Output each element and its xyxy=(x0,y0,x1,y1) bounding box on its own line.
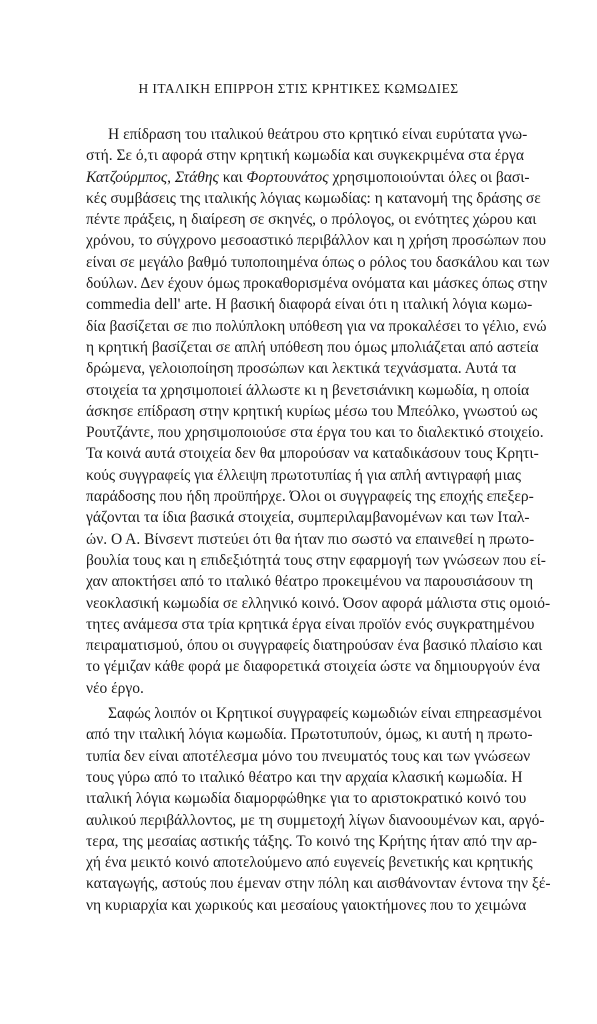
text-line: το γέμιζαν κάθε φορά με διαφορετικά στοιχεία ώστε να δημιουργούν ένα xyxy=(86,658,540,676)
text-line: ών. Ο Α. Βίνσεντ πιστεύει ότι θα ήταν πιο σωστό να επαινεθεί η πρωτο- xyxy=(86,530,535,548)
text-line: τους γύρω από το ιταλικό θέατρο και την αρχαία κλασική κωμωδία. Η xyxy=(86,768,523,786)
text-line: από την ιταλική λόγια κωμωδία. Πρωτοτυπούν, όμως, κι αυτή η πρωτο- xyxy=(86,726,533,744)
text-line: πειραματισμού, όπου οι συγγραφείς διατηρούσαν ένα βασικό πλαίσιο και xyxy=(86,637,543,655)
body-text xyxy=(86,124,551,916)
text-line: νη κυριαρχία και χωρικούς και μεσαίους γαιοκτήμονες που το χειμώνα xyxy=(86,896,527,914)
text-line: τυπία δεν είναι αποτέλεσμα μόνο του πνευματός τους και των γνώσεων xyxy=(86,747,531,765)
text-line: στή. Σε ό,τι αφορά στην κρητική κωμωδία και συγκεκριμένα στα έργα xyxy=(86,147,524,165)
text-line: αυλικού περιβάλλοντος, με τη συμμετοχή λίγων διανοουμένων και, αργό- xyxy=(86,811,545,829)
text-line: δούλων. Δεν έχουν όμως προκαθορισμένα ονόματα και μάσκες όπως στην xyxy=(86,275,548,293)
text-line: δία βασίζεται σε πιο πολύπλοκη υπόθεση για να προκαλέσει το γέλιο, ενώ xyxy=(86,317,547,335)
comedy-title: Φορτουνάτος xyxy=(246,168,329,186)
text-line: νέο έργο. xyxy=(86,679,144,697)
paragraph xyxy=(86,124,551,699)
comedy-title: Στάθης xyxy=(174,168,219,186)
text-line: βουλία τους και η επιδεξιότητά τους στην εφαρμογή των γνώσεων που εί- xyxy=(86,551,546,569)
text-line: Τα κοινά αυτά στοιχεία δεν θα μπορούσαν να καταδικάσουν τους Κρητι- xyxy=(86,445,539,463)
text-line: καταγωγής, αστούς που έμεναν στην πόλη και αισθάνονταν έντονα την ξέ- xyxy=(86,875,551,893)
text-line: χρόνου, το σύγχρονο μεσοαστικό περιβάλλον και η χρήση προσώπων που xyxy=(86,232,546,250)
text-line: κές συμβάσεις της ιταλικής λόγιας κωμωδίας: η κατανομή της δράσης σε xyxy=(86,189,541,207)
text-line: κούς συγγραφείς για έλλειψη πρωτοτυπίας ή για απλή αντιγραφή μιας xyxy=(86,466,522,484)
text-line: παράδοσης που ήδη προϋπήρχε. Όλοι οι συγγραφείς της εποχής επεξερ- xyxy=(86,488,534,506)
text-line: γάζονται τα ίδια βασικά στοιχεία, συμπεριλαμβανομένων και των Ιταλ- xyxy=(86,509,530,527)
text-line: Ρουτζάντε, που χρησιμοποιούσε στα έργα του και το διαλεκτικό στοιχείο. xyxy=(86,424,544,442)
text-line: η κρητική βασίζεται σε απλή υπόθεση που όμως μπολιάζεται από αστεία xyxy=(86,338,539,356)
text-line: χή ένα μεικτό κοινό αποτελούμενο από ευγενείς βενετικής και κρητικής xyxy=(86,854,533,872)
text-line: νεοκλασική κωμωδία σε ελληνικό κοινό. Όσον αφορά μάλιστα στις ομοιό- xyxy=(86,594,551,612)
text-line: δρώμενα, γελοιοποίηση προσώπων και λεκτικά τεχνάσματα. Αυτά τα xyxy=(86,360,517,378)
text-line: Η επίδραση του ιταλικού θεάτρου στο κρητικό είναι ευρύτατα γνω- xyxy=(108,126,528,143)
text-line: άσκησε επίδραση στην κρητική κυρίως μέσω του Μπεόλκο, γνωστού ως xyxy=(86,402,538,420)
text-line: ιταλική λόγια κωμωδία διαμορφώθηκε για το αριστοκρατικό κοινό του xyxy=(86,790,527,808)
text-line: Κατζούρμπος, Στάθης και Φορτουνάτος χρησιμοποιούνται όλες οι βασι- xyxy=(86,168,530,186)
text-line: commedia dell' arte. Η βασική διαφορά είναι ότι η ιταλική λόγια κωμω- xyxy=(86,296,533,314)
text-line: τητες ανάμεσα στα τρία κρητικά έργα είναι προϊόν ενός συγκρατημένου xyxy=(86,615,535,633)
running-header: Η ΙΤΑΛΙΚΗ ΕΠΙΡΡΟΗ ΣΤΙΣ ΚΡΗΤΙΚΕΣ ΚΩΜΩΔΙΕΣ xyxy=(138,81,459,96)
text-line: Σαφώς λοιπόν οι Κρητικοί συγγραφείς κωμωδιών είναι επηρεασμένοι xyxy=(108,705,542,723)
text-line: είναι σε μεγάλο βαθμό τυποποιημένα όπως ο ρόλος του δασκάλου και των xyxy=(86,253,550,271)
comedy-title: Κατζούρμπος xyxy=(86,168,168,186)
text-line: χαν αποκτήσει από το ιταλικό θέατρο προκειμένου να παρουσιάσουν τη xyxy=(86,573,534,591)
text-line: πέντε πράξεις, η διαίρεση σε σκηνές, ο πρόλογος, οι ενότητες χώρου και xyxy=(86,211,537,229)
text-line: τερα, της μεσαίας αστικής τάξης. Το κοινό της Κρήτης ήταν από την αρ- xyxy=(86,832,537,850)
paragraph xyxy=(86,703,551,916)
text-line: στοιχεία τα χρησιμοποιεί άλλωστε κι η βενετσιάνικη κωμωδία, η οποία xyxy=(86,381,530,399)
